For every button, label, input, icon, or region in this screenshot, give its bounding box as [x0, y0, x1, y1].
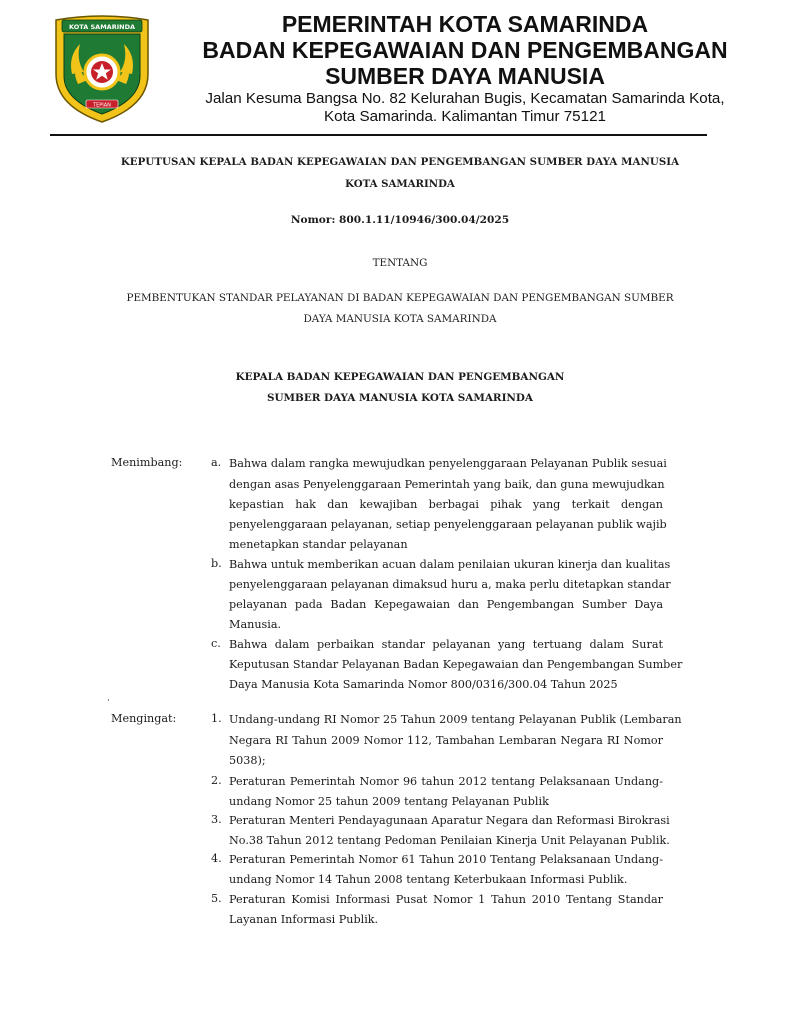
menimbang-label: Menimbang: — [111, 456, 183, 469]
list-item-line: undang Nomor 14 Tahun 2008 tentang Keterbukaan Informasi Publik. — [229, 873, 628, 886]
scan-speck: · — [107, 696, 110, 706]
list-item-line: Manusia. — [229, 618, 282, 631]
tentang-label: TENTANG — [372, 257, 428, 269]
list-item-line: dengan asas Penyelenggaraan Pemerintah yang baik, dan guna mewujudkan — [229, 478, 665, 491]
list-item-line: Bahwa dalam rangka mewujudkan penyelenggaraan Pelayanan Publik sesuai — [229, 457, 667, 470]
list-item-line: Bahwa untuk memberikan acuan dalam penilaian ukuran kinerja dan kualitas — [229, 558, 671, 571]
list-item-line: kepastian hak dan kewajiban berbagai pihak yang terkait dengan — [229, 498, 663, 511]
letterhead-agency: BADAN KEPEGAWAIAN DAN PENGEMBANGAN — [202, 37, 728, 63]
list-item-line: pelayanan pada Badan Kepegawaian dan Pengembangan Sumber Daya — [229, 598, 663, 611]
svg-text:KOTA SAMARINDA: KOTA SAMARINDA — [69, 23, 135, 31]
list-marker: 2. — [211, 774, 222, 787]
list-marker: a. — [211, 456, 222, 469]
decree-title-continued: KOTA SAMARINDA — [345, 178, 455, 190]
issuer-title-continued: SUMBER DAYA MANUSIA KOTA SAMARINDA — [266, 392, 533, 404]
issuer-title: KEPALA BADAN KEPEGAWAIAN DAN PENGEMBANGAN — [235, 371, 565, 383]
mengingat-label: Mengingat: — [111, 712, 177, 725]
list-item-line: Bahwa dalam perbaikan standar pelayanan yang tertuang dalam Surat — [229, 638, 663, 651]
list-item-line: penyelenggaraan pelayanan, setiap penyelenggaraan pelayanan publik wajib — [229, 518, 667, 531]
list-item-line: penyelenggaraan pelayanan dimaksud huru a, maka perlu ditetapkan standar — [229, 578, 671, 591]
list-item-line: undang Nomor 25 tahun 2009 tentang Pelayanan Publik — [229, 795, 549, 808]
decree-title: KEPUTUSAN KEPALA BADAN KEPEGAWAIAN DAN PENGEMBANGAN SUMBER DAYA MANUSIA — [120, 156, 680, 168]
letterhead-government: PEMERINTAH KOTA SAMARINDA — [281, 11, 649, 37]
kota-samarinda-emblem — [50, 14, 154, 126]
svg-text:TEPIAN: TEPIAN — [93, 102, 111, 109]
letterhead-address-continued: Kota Samarinda. Kalimantan Timur 75121 — [324, 108, 606, 125]
list-item-line: Layanan Informasi Publik. — [229, 913, 379, 926]
list-item-line: Peraturan Pemerintah Nomor 61 Tahun 2010 Tentang Pelaksanaan Undang- — [229, 853, 663, 866]
list-item-line: Undang-undang RI Nomor 25 Tahun 2009 tentang Pelayanan Publik (Lembaran — [229, 713, 682, 726]
list-marker: b. — [211, 557, 222, 570]
list-marker: 5. — [211, 892, 222, 905]
letterhead-address: Jalan Kesuma Bangsa No. 82 Kelurahan Bugis, Kecamatan Samarinda Kota, — [205, 90, 725, 107]
list-item-line: Peraturan Menteri Pendayagunaan Aparatur Negara dan Reformasi Birokrasi — [229, 814, 670, 827]
decree-number: Nomor: 800.1.11/10946/300.04/2025 — [290, 214, 510, 226]
list-item-line: No.38 Tahun 2012 tentang Pedoman Penilaian Kinerja Unit Pelayanan Publik. — [229, 834, 670, 847]
list-item-line: Peraturan Pemerintah Nomor 96 tahun 2012 tentang Pelaksanaan Undang- — [229, 775, 663, 788]
list-item-line: Keputusan Standar Pelayanan Badan Kepegawaian dan Pengembangan Sumber — [229, 658, 683, 671]
list-marker: 1. — [211, 712, 222, 725]
list-item-line: Daya Manusia Kota Samarinda Nomor 800/0316/300.04 Tahun 2025 — [229, 678, 618, 691]
list-item-line: Peraturan Komisi Informasi Pusat Nomor 1 Tahun 2010 Tentang Standar — [229, 893, 663, 906]
decree-subject: PEMBENTUKAN STANDAR PELAYANAN DI BADAN KEPEGAWAIAN DAN PENGEMBANGAN SUMBER — [126, 292, 674, 304]
list-marker: 4. — [211, 852, 222, 865]
list-marker: c. — [211, 637, 221, 650]
list-marker: 3. — [211, 813, 222, 826]
decree-subject-continued: DAYA MANUSIA KOTA SAMARINDA — [303, 313, 497, 325]
list-item-line: menetapkan standar pelayanan — [229, 538, 408, 551]
list-item-line: Negara RI Tahun 2009 Nomor 112, Tambahan Lembaran Negara RI Nomor — [229, 734, 663, 747]
letterhead-divider — [50, 134, 707, 136]
letterhead-agency-continued: SUMBER DAYA MANUSIA — [325, 63, 605, 89]
list-item-line: 5038); — [229, 754, 266, 767]
